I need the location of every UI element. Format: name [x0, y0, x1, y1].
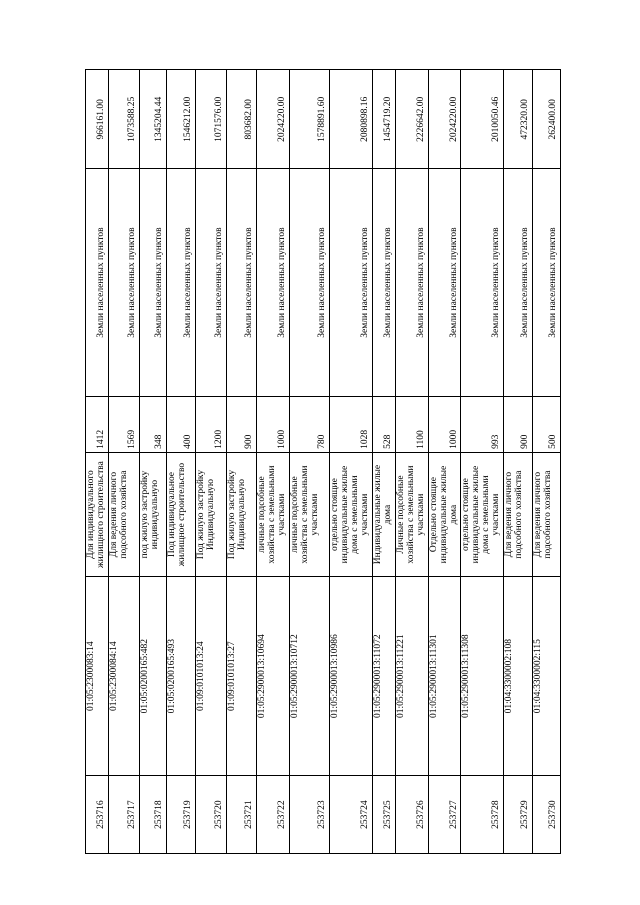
row-number-cell: 253725: [372, 776, 395, 854]
row-number-cell: 253727: [428, 776, 461, 854]
area-sqm-cell: 1200: [195, 396, 226, 452]
row-number-cell: 253728: [461, 776, 504, 854]
cadastral-value-cell: 2024220.00: [256, 70, 289, 169]
table-row: [461, 70, 504, 854]
table-row: [372, 70, 395, 854]
table-row: [428, 70, 461, 854]
area-sqm-cell: 900: [504, 396, 533, 452]
land-category-cell: Земли населенных пунктов: [461, 169, 504, 396]
row-number-cell: 253724: [329, 776, 372, 854]
cadastral-number-cell: 01:05:0200165:493: [166, 577, 195, 776]
permitted-use-cell: личные подсобные хозяйства с земельными участками: [289, 452, 329, 576]
table-row: [166, 70, 195, 854]
area-sqm-cell: 528: [372, 396, 395, 452]
cadastral-value-cell: 2010050.46: [461, 70, 504, 169]
land-category-cell: Земли населенных пунктов: [395, 169, 428, 396]
permitted-use-cell: отдельно стоящие индивидуальные жилые дома с земельными участками: [461, 452, 504, 576]
permitted-use-cell: Отдельно стоящие индивидуальные жилые дома: [428, 452, 461, 576]
land-category-cell: Земли населенных пунктов: [533, 169, 561, 396]
area-sqm-cell: 500: [533, 396, 561, 452]
cadastral-number-cell: 01:05:2300083:14: [86, 577, 109, 776]
land-category-cell: Земли населенных пунктов: [289, 169, 329, 396]
cadastral-number-cell: 01:05:2300084:14: [108, 577, 139, 776]
land-category-cell: Земли населенных пунктов: [86, 169, 109, 396]
cadastral-value-cell: 262400.00: [533, 70, 561, 169]
area-sqm-cell: 900: [226, 396, 256, 452]
cadastral-number-cell: 01:05:2900013:10694: [256, 577, 289, 776]
cadastral-value-cell: 472320.00: [504, 70, 533, 169]
permitted-use-cell: Для индивидуального жилищного строительства: [86, 452, 109, 576]
cadastral-number-cell: 01:05:0200165:482: [139, 577, 166, 776]
cadastral-value-cell: 1071576.00: [195, 70, 226, 169]
row-number-cell: 253730: [533, 776, 561, 854]
land-category-cell: Земли населенных пунктов: [226, 169, 256, 396]
cadastral-value-cell: 2080898.16: [329, 70, 372, 169]
permitted-use-cell: Под индивидуальное жилищное строительство: [166, 452, 195, 576]
cadastral-number-cell: 01:05:2900013:10986: [329, 577, 372, 776]
area-sqm-cell: 1000: [428, 396, 461, 452]
cadastral-number-cell: 01:04:3300002:115: [533, 577, 561, 776]
table-row: [395, 70, 428, 854]
cadastral-value-cell: 1454719.20: [372, 70, 395, 169]
cadastral-value-cell: 966161.00: [86, 70, 109, 169]
cadastral-value-cell: 1546212.00: [166, 70, 195, 169]
row-number-cell: 253721: [226, 776, 256, 854]
cadastral-number-cell: 01:05:2900013:11072: [372, 577, 395, 776]
land-category-cell: Земли населенных пунктов: [195, 169, 226, 396]
land-category-cell: Земли населенных пунктов: [108, 169, 139, 396]
permitted-use-cell: Под жилую застройку Индивидуальную: [226, 452, 256, 576]
area-sqm-cell: 348: [139, 396, 166, 452]
row-number-cell: 253729: [504, 776, 533, 854]
land-category-cell: Земли населенных пунктов: [139, 169, 166, 396]
row-number-cell: 253726: [395, 776, 428, 854]
cadastral-number-cell: 01:09:0101013:27: [226, 577, 256, 776]
row-number-cell: 253717: [108, 776, 139, 854]
cadastral-value-cell: 1345204.44: [139, 70, 166, 169]
table-row: [256, 70, 289, 854]
land-plots-table: [85, 69, 561, 854]
table-row: [533, 70, 561, 854]
permitted-use-cell: Под жилую застройку Индивидуальную: [195, 452, 226, 576]
permitted-use-cell: под жилую застройку индивидуальную: [139, 452, 166, 576]
table-row: [504, 70, 533, 854]
land-category-cell: Земли населенных пунктов: [256, 169, 289, 396]
land-category-cell: Земли населенных пунктов: [504, 169, 533, 396]
cadastral-number-cell: 01:04:3300002:108: [504, 577, 533, 776]
permitted-use-cell: Для ведения личного подсобного хозяйства: [108, 452, 139, 576]
table-row: [139, 70, 166, 854]
cadastral-number-cell: 01:05:2900013:11301: [428, 577, 461, 776]
cadastral-number-cell: 01:05:2900013:10712: [289, 577, 329, 776]
area-sqm-cell: 780: [289, 396, 329, 452]
table-row: [195, 70, 226, 854]
row-number-cell: 253722: [256, 776, 289, 854]
row-number-cell: 253719: [166, 776, 195, 854]
land-category-cell: Земли населенных пунктов: [372, 169, 395, 396]
area-sqm-cell: 400: [166, 396, 195, 452]
table-row: [86, 70, 109, 854]
permitted-use-cell: Для ведения личного подсобного хозяйства: [533, 452, 561, 576]
permitted-use-cell: отдельно стоящие индивидуальные жилые дома с земельными участками: [329, 452, 372, 576]
permitted-use-cell: личные подсобные хозяйства с земельными участками: [256, 452, 289, 576]
row-number-cell: 253723: [289, 776, 329, 854]
area-sqm-cell: 1100: [395, 396, 428, 452]
permitted-use-cell: Для ведения личного подсобного хозяйства: [504, 452, 533, 576]
row-number-cell: 253720: [195, 776, 226, 854]
table-body: [86, 70, 561, 854]
land-category-cell: Земли населенных пунктов: [166, 169, 195, 396]
cadastral-number-cell: 01:05:2900013:11221: [395, 577, 428, 776]
rotated-table-container: [85, 69, 559, 854]
area-sqm-cell: 1569: [108, 396, 139, 452]
table-row: [289, 70, 329, 854]
area-sqm-cell: 1028: [329, 396, 372, 452]
cadastral-value-cell: 2226642.00: [395, 70, 428, 169]
land-category-cell: Земли населенных пунктов: [329, 169, 372, 396]
cadastral-number-cell: 01:05:2900013:11308: [461, 577, 504, 776]
cadastral-number-cell: 01:09:0101013:24: [195, 577, 226, 776]
table-row: [329, 70, 372, 854]
area-sqm-cell: 1000: [256, 396, 289, 452]
row-number-cell: 253718: [139, 776, 166, 854]
area-sqm-cell: 993: [461, 396, 504, 452]
table-row: [226, 70, 256, 854]
table-row: [108, 70, 139, 854]
cadastral-value-cell: 2024220.00: [428, 70, 461, 169]
row-number-cell: 253716: [86, 776, 109, 854]
area-sqm-cell: 1412: [86, 396, 109, 452]
cadastral-value-cell: 1578891.60: [289, 70, 329, 169]
land-category-cell: Земли населенных пунктов: [428, 169, 461, 396]
cadastral-value-cell: 1073588.25: [108, 70, 139, 169]
permitted-use-cell: Личные подсобные хозяйства с земельными участками: [395, 452, 428, 576]
cadastral-value-cell: 803682.00: [226, 70, 256, 169]
permitted-use-cell: Индивидуальные жилые дома: [372, 452, 395, 576]
